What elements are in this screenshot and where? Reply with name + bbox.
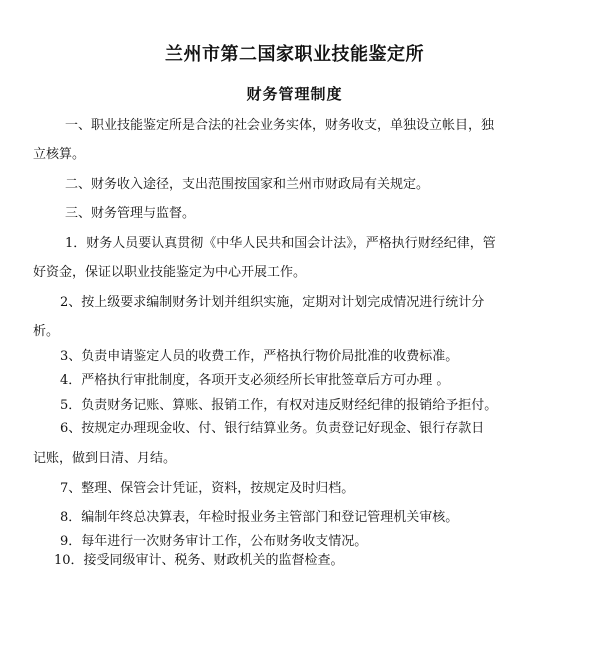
paragraph-line: 3、负责申请鉴定人员的收费工作，严格执行物价局批准的收费标准。 xyxy=(60,349,459,364)
paragraph-line: 10．接受同级审计、税务、财政机关的监督检查。 xyxy=(54,553,344,568)
paragraph-line: 记账，做到日清、月结。 xyxy=(33,451,177,466)
paragraph-line: 7、整理、保管会计凭证，资料，按规定及时归档。 xyxy=(60,481,355,496)
document-subtitle: 财务管理制度 xyxy=(246,85,343,103)
paragraph-line: 一、职业技能鉴定所是合法的社会业务实体，财务收支，单独设立帐目，独 xyxy=(65,118,495,133)
paragraph-line: 二、财务收入途径，支出范围按国家和兰州市财政局有关规定。 xyxy=(65,177,430,192)
paragraph-line: 2、按上级要求编制财务计划并组织实施，定期对计划完成情况进行统计分 xyxy=(60,295,485,310)
paragraph-line: 8．编制年终总决算表，年检时报业务主管部门和登记管理机关审核。 xyxy=(60,510,459,525)
paragraph-line: 析。 xyxy=(33,324,60,339)
paragraph-line: 4．严格执行审批制度，各项开支必须经所长审批签章后方可办理 。 xyxy=(60,373,450,388)
document-title: 兰州市第二国家职业技能鉴定所 xyxy=(165,44,424,65)
paragraph-line: 6、按规定办理现金收、付、银行结算业务。负责登记好现金、银行存款日 xyxy=(60,421,485,436)
paragraph-line: 三、财务管理与监督。 xyxy=(65,206,196,221)
paragraph-line: 好资金，保证以职业技能鉴定为中心开展工作。 xyxy=(33,265,307,280)
paragraph-line: 5．负责财务记账、算账、报销工作，有权对违反财经纪律的报销给予拒付。 xyxy=(60,398,498,413)
paragraph-line: 立核算。 xyxy=(33,147,86,162)
paragraph-line: 1．财务人员要认真贯彻《中华人民共和国会计法》，严格执行财经纪律，管 xyxy=(65,236,496,251)
paragraph-line: 9．每年进行一次财务审计工作，公布财务收支情况。 xyxy=(60,534,368,549)
